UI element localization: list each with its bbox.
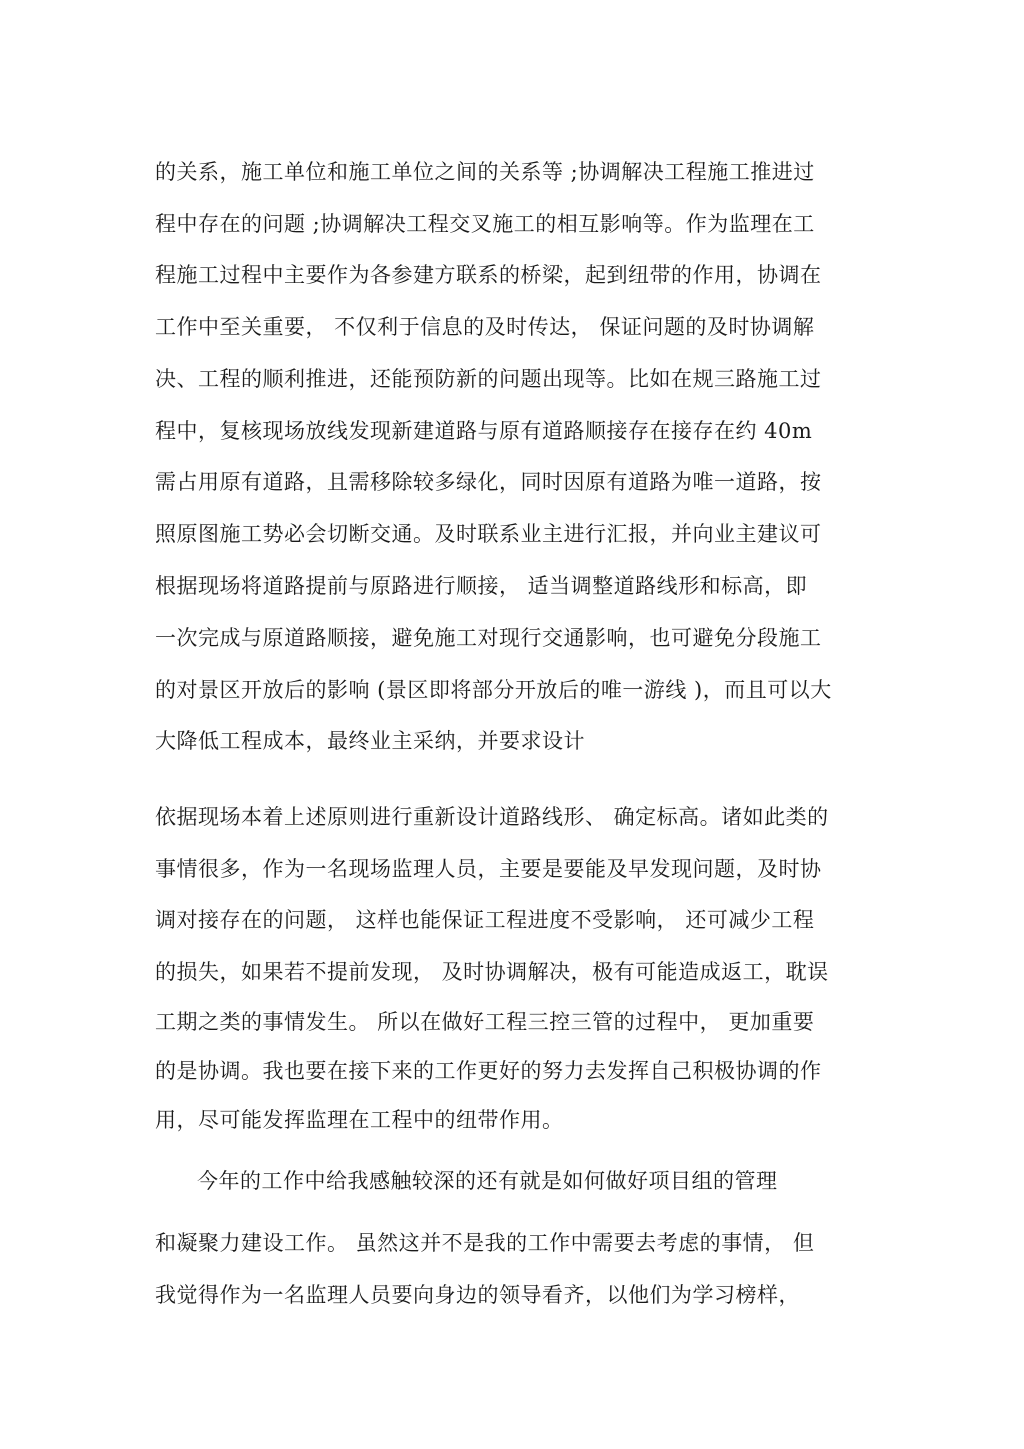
text-line: 依据现场本着上述原则进行重新设计道路线形、 确定标高。诸如此类的	[155, 805, 829, 829]
text-line: 照原图施工势必会切断交通。及时联系业主进行汇报，并向业主建议可	[155, 522, 822, 546]
text-line: 事情很多，作为一名现场监理人员，主要是要能及早发现问题，及时协	[155, 857, 822, 881]
text-line: 程中存在的问题 ;协调解决工程交叉施工的相互影响等。作为监理在工	[155, 212, 815, 236]
text-line: 程中，复核现场放线发现新建道路与原有道路顺接存在接存在约 40m	[155, 419, 813, 443]
text-line: 需占用原有道路，且需移除较多绿化，同时因原有道路为唯一道路，按	[155, 470, 822, 494]
text-line: 的关系，施工单位和施工单位之间的关系等 ;协调解决工程施工推进过	[155, 160, 815, 184]
text-line: 用，尽可能发挥监理在工程中的纽带作用。	[155, 1108, 564, 1132]
text-line: 工作中至关重要， 不仅利于信息的及时传达， 保证问题的及时协调解	[155, 315, 815, 339]
text-line: 决、工程的顺利推进，还能预防新的问题出现等。比如在规三路施工过	[155, 367, 822, 391]
text-line: 和凝聚力建设工作。 虽然这并不是我的工作中需要去考虑的事情， 但	[155, 1231, 815, 1255]
text-line: 工期之类的事情发生。 所以在做好工程三控三管的过程中， 更加重要	[155, 1010, 815, 1034]
text-line: 调对接存在的问题， 这样也能保证工程进度不受影响， 还可减少工程	[155, 908, 815, 932]
text-line: 大降低工程成本，最终业主采纳，并要求设计	[155, 729, 585, 753]
paragraph-first-line: 今年的工作中给我感触较深的还有就是如何做好项目组的管理	[197, 1169, 778, 1193]
text-line: 我觉得作为一名监理人员要向身边的领导看齐，以他们为学习榜样，	[155, 1283, 800, 1307]
text-line: 一次完成与原道路顺接，避免施工对现行交通影响，也可避免分段施工	[155, 626, 822, 650]
text-line: 的是协调。我也要在接下来的工作更好的努力去发挥自己积极协调的作	[155, 1059, 822, 1083]
text-line: 的对景区开放后的影响 (景区即将部分开放后的唯一游线 )，而且可以大	[155, 678, 832, 702]
text-line: 的损失，如果若不提前发现， 及时协调解决，极有可能造成返工，耽误	[155, 960, 829, 984]
text-line: 根据现场将道路提前与原路进行顺接， 适当调整道路线形和标高，即	[155, 574, 808, 598]
text-line: 程施工过程中主要作为各参建方联系的桥梁，起到纽带的作用，协调在	[155, 263, 822, 287]
